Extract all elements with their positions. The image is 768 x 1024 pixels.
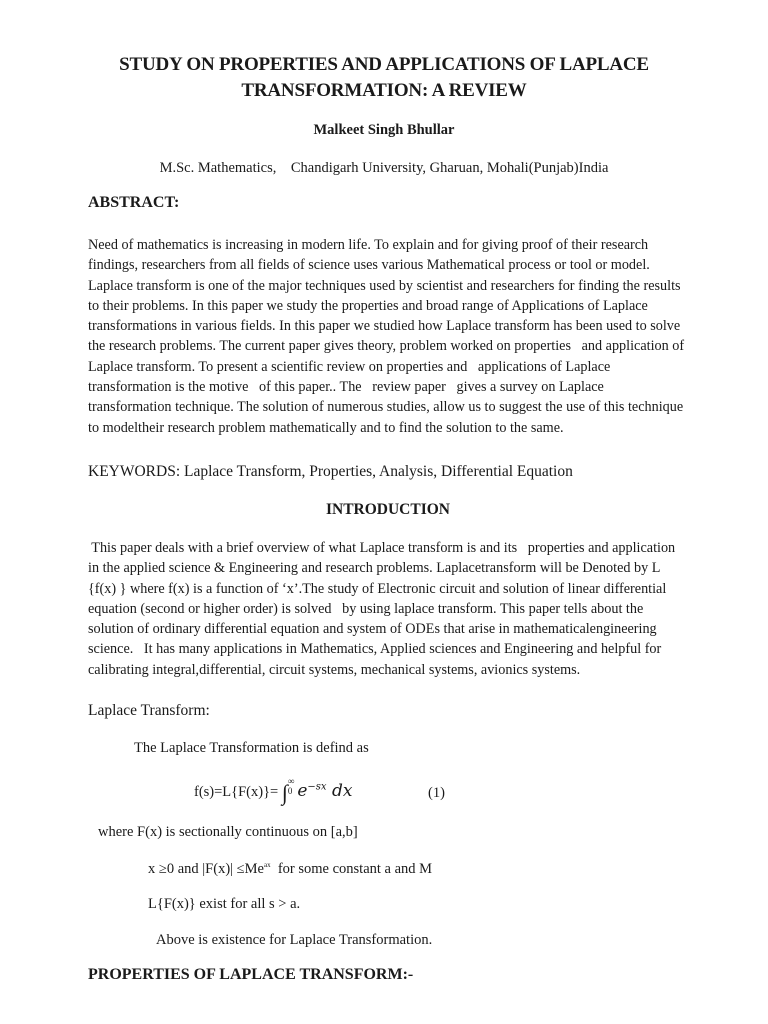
abstract-line: to modeltheir research problem mathematically and to find the solution to the same.	[88, 419, 564, 436]
intro-line: equation (second or higher order) is solved by using laplace transform. This paper tells about the	[88, 600, 644, 617]
abstract-heading: ABSTRACT:	[88, 194, 180, 211]
definition-intro: The Laplace Transformation is defind as	[134, 740, 369, 756]
condition-existence: L{F(x)} exist for all s > a.	[148, 896, 301, 912]
intro-line: calibrating integral,differential, circuit systems, mechanical systems, avionics systems.	[88, 661, 581, 678]
condition-bound-exponent: ax	[263, 861, 271, 869]
abstract-line: transformation is the motive of this paper.. The review paper gives a survey on Laplace	[88, 379, 604, 396]
integral-limits	[288, 776, 294, 796]
abstract-line: Need of mathematics is increasing in modern life. To explain and for giving proof of their research	[88, 237, 649, 253]
author-affiliation: M.Sc. Mathematics, Chandigarh University, Gharuan, Mohali(Punjab)India	[159, 160, 609, 176]
intro-line: science. It has many applications in Mathematics, Applied sciences and Engineering and helpful for	[88, 641, 662, 658]
abstract-line: Laplace transform. To present a scientific review on properties and applications of Laplace	[88, 358, 611, 375]
intro-line: {f(x) } where f(x) is a function of ‘x’.The study of Electronic circuit and solution of linear differential	[88, 580, 667, 597]
equation-lhs: f(s)=L{F(x)}=	[194, 784, 279, 800]
condition-bound-tail: for some constant a and M	[270, 861, 433, 877]
lower-limit: 0	[287, 786, 293, 796]
paper-title-line-1: STUDY ON PROPERTIES AND APPLICATIONS OF LAPLACE	[119, 54, 649, 75]
integrand-exponent: −sx	[307, 781, 327, 793]
abstract-paragraph	[88, 235, 684, 438]
introduction-paragraph	[88, 538, 675, 680]
integrand-differential: dx	[331, 781, 353, 801]
keywords-line: KEYWORDS: Laplace Transform, Properties, Analysis, Differential Equation	[88, 463, 573, 480]
paper-title-line-2: TRANSFORMATION: A REVIEW	[241, 80, 527, 101]
intro-line: solution of ordinary differential equation and system of ODEs that arise in mathematicalengineering	[88, 621, 657, 638]
abstract-line: Laplace transform is one of the major techniques used by scientist and researchers for finding the results	[88, 277, 681, 294]
intro-line: This paper deals with a brief overview of what Laplace transform is and its properties and application	[88, 540, 676, 556]
equation-number: (1)	[428, 785, 445, 801]
condition-continuity: where F(x) is sectionally continuous on [a,b]	[98, 824, 358, 840]
abstract-line: findings, researchers from all fields of science uses various Mathematical process or tool or model.	[88, 257, 650, 274]
properties-heading: PROPERTIES OF LAPLACE TRANSFORM:-	[88, 966, 414, 983]
intro-line: in the applied science & Engineering and research problems. Laplacetransform will be Denoted by L	[88, 560, 661, 577]
condition-bound	[148, 861, 432, 878]
laplace-transform-subheading: Laplace Transform:	[88, 702, 210, 719]
integrand	[297, 781, 352, 801]
abstract-line: to their problems. In this paper we study the properties and broad range of Applications of Laplace	[88, 297, 648, 314]
existence-statement: Above is existence for Laplace Transformation.	[156, 932, 433, 948]
condition-bound-text: x ≥0 and |F(x)| ≤Me	[148, 861, 264, 877]
integrand-base: e	[297, 781, 308, 801]
abstract-line: transformation technique. The solution of numerous studies, allow us to suggest the use of this technique	[88, 399, 684, 416]
author-name: Malkeet Singh Bhullar	[313, 122, 455, 138]
introduction-heading: INTRODUCTION	[325, 501, 450, 518]
laplace-equation	[194, 776, 352, 806]
integral-sign: ∫	[281, 780, 288, 805]
abstract-line: transformations in various fields. In this paper we studied how Laplace transform has been used to solve	[88, 318, 681, 335]
abstract-line: the research problems. The current paper gives theory, problem worked on properties and application of	[88, 338, 685, 355]
upper-limit: ∞	[287, 776, 295, 786]
